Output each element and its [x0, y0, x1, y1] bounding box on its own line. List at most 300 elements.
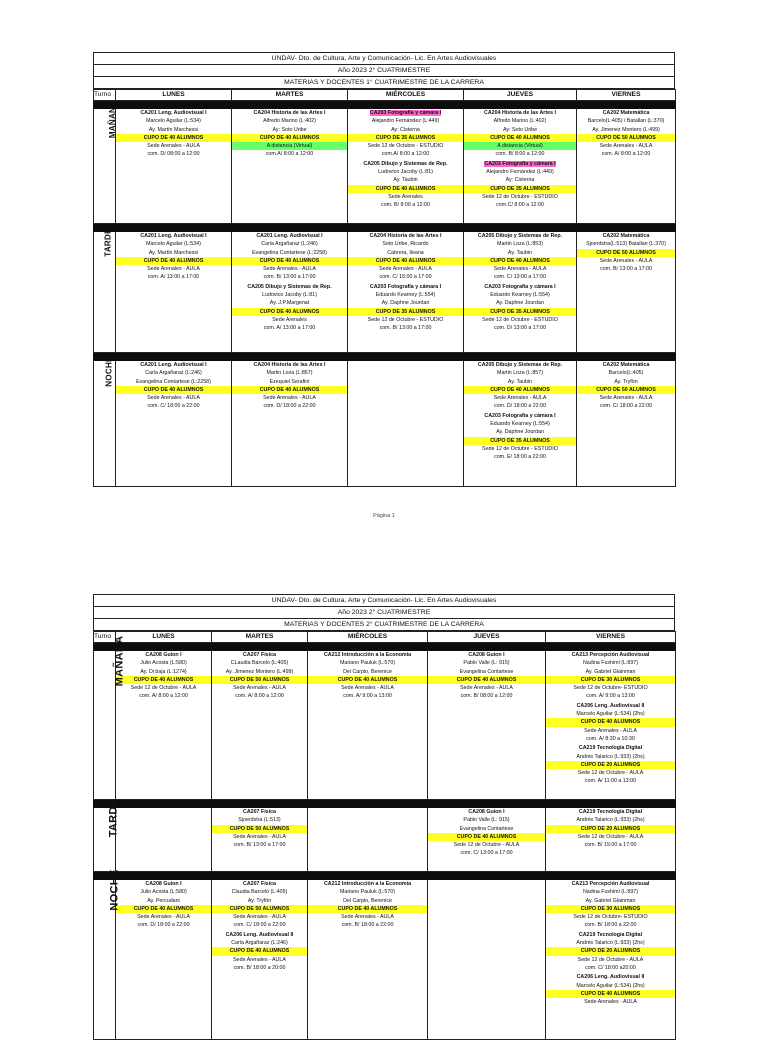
- course-title: CA207 Física: [243, 809, 276, 815]
- schedule-cell: [428, 880, 546, 1040]
- course-block: [464, 283, 576, 333]
- course-detail: Marcelo Aguilar (L:534) (2hs): [576, 982, 645, 989]
- course-location: Sede 12 de Octubre - AULA: [577, 956, 644, 963]
- shift-label-cell: [94, 798, 120, 872]
- commission-time: com. A/ 13:00 a 17:00: [263, 325, 316, 332]
- course-detail: Carla Argañaraz (L:246): [261, 241, 318, 248]
- course-block: [428, 651, 545, 701]
- capacity-badge: CUPO DE 40 ALUMNOS: [232, 134, 347, 142]
- capacity-badge: CUPO DE 40 ALUMNOS: [546, 718, 675, 726]
- course-detail: Ay: Soto Uribe: [502, 126, 538, 133]
- course-detail: Ay. Jimenez Montero (L:499): [225, 668, 294, 675]
- course-location: Sede Arenales - AULA: [233, 914, 286, 921]
- capacity-badge: CUPO DE 50 ALUMNOS: [212, 676, 307, 684]
- capacity-badge: CUPO DE 20 ALUMNOS: [546, 761, 675, 769]
- capacity-badge: CUPO DE 50 ALUMNOS: [212, 825, 307, 833]
- course-location: Sede Arenales - AULA: [599, 257, 653, 264]
- capacity-badge: CUPO DE 40 ALUMNOS: [116, 905, 211, 913]
- course-block: [348, 160, 463, 210]
- course-title: CA203 Fotografía y cámara I: [484, 283, 556, 290]
- capacity-badge: CUPO DE 20 ALUMNOS: [546, 825, 675, 833]
- shift-row: [94, 808, 676, 872]
- course-block: [308, 651, 427, 701]
- course-location: Sede Arenales - AULA: [233, 833, 286, 840]
- course-block: [116, 880, 211, 930]
- commission-time: com.A/ 8:00 a 12:00: [265, 151, 314, 158]
- sheet-header-line: Año 2023 2° CUATRIMESTRE: [93, 64, 675, 76]
- course-detail: Ludovico Jacoby (L:81): [262, 292, 317, 299]
- sheet-header-line: UNDAV- Dto. de Cultura, Arte y Comunicación- Lic. En Artes Audiovisuales: [93, 52, 675, 64]
- course-block: [212, 931, 307, 972]
- course-location: Sede 12 de Octubre - AULA: [130, 685, 197, 692]
- day-header: JUEVES: [428, 632, 546, 643]
- schedule-cell: [308, 880, 428, 1040]
- course-block: [577, 361, 675, 411]
- course-detail: Andrés Talarico (L:933) (2hs): [576, 753, 645, 760]
- course-block: [577, 232, 675, 273]
- course-location: Sede Arenales - AULA: [584, 727, 637, 734]
- schedule-cell: [546, 808, 676, 872]
- course-block: [464, 109, 576, 159]
- row-separator: [94, 643, 676, 651]
- course-title: CA206 Leng. Audiovisual II: [225, 931, 294, 938]
- course-detail: Evangelina Contartese: [459, 825, 514, 832]
- capacity-badge: CUPO DE 35 ALUMNOS: [464, 437, 576, 445]
- course-detail: Ay. Tryfön: [614, 378, 638, 385]
- course-title: CA207 Física: [243, 881, 276, 887]
- course-title: CA205 Dibujo y Sistemas de Rep.: [477, 362, 563, 368]
- course-location: Sede Arenales - AULA: [493, 395, 547, 402]
- page-number: Página 1: [373, 513, 395, 519]
- course-detail: Ay. Taubin: [507, 378, 533, 385]
- highlighted-course-title: CA203 Fotografía y cámara I: [369, 110, 442, 116]
- schedule-cell: [464, 232, 577, 353]
- course-block: [546, 973, 675, 1006]
- course-detail: Eduardo Kearney (L:554): [490, 292, 550, 299]
- course-detail: Andrés Talarico (L:933) (2hs): [576, 940, 645, 947]
- course-detail: Ay. Gabriel Glainman: [585, 668, 636, 675]
- course-title: CA208 Guion I: [145, 881, 182, 887]
- schedule-cell: [428, 808, 546, 872]
- course-title: CA212 Introducción a la Economía: [323, 881, 412, 887]
- course-title: CA208 Guion I: [468, 809, 505, 815]
- shift-label-cell: [94, 869, 121, 1040]
- capacity-badge: CUPO DE 50 ALUMNOS: [212, 905, 307, 913]
- schedule-cell: [116, 361, 232, 487]
- course-detail: Sjoerdstra (L:513): [238, 817, 281, 824]
- course-block: [348, 109, 463, 159]
- course-title: CA201 Leng. Audiovisual I: [256, 233, 323, 239]
- commission-time: com. C/ 15:00 a 17:00: [379, 274, 432, 281]
- course-title: CA213 Percepción Audiovisual: [571, 652, 650, 658]
- course-detail: CLaudia Barcelo (L:405): [230, 660, 289, 667]
- course-block: [308, 880, 427, 930]
- course-location: Sede Arenales - AULA: [147, 266, 200, 273]
- course-detail: Ay. Gabriel Glainman: [585, 897, 636, 904]
- course-detail: Ay. Martín Marchessi: [148, 126, 199, 133]
- shift-label: MAÑANA: [108, 100, 118, 139]
- capacity-badge: CUPO DE 40 ALUMNOS: [464, 134, 576, 142]
- course-title: CA202 Matemática: [602, 362, 650, 368]
- course-detail: Eduardo Kearney (L:554): [490, 421, 550, 428]
- commission-time: com. B/ 13:00 a 17:00: [233, 842, 286, 849]
- course-title: CA204 Historia de las Artes I: [369, 233, 442, 239]
- schedule-sheet-1: [93, 52, 675, 487]
- capacity-badge: CUPO DE 50 ALUMNOS: [577, 249, 675, 257]
- course-location: Sede 12 de Octubre - AULA: [453, 842, 520, 849]
- commission-time: com. D/ 18:00 a 22:00: [493, 403, 547, 410]
- course-location: Sede 12 de Octubre- ESTUDIO: [573, 914, 648, 921]
- day-header: LUNES: [116, 632, 212, 643]
- course-detail: Ludovico Jacoby (L:81): [378, 169, 433, 176]
- course-title: CA206 Leng. Audiovisual II: [576, 974, 645, 981]
- commission-time: com. B/ 8:00 a 12:00: [381, 202, 430, 209]
- course-block: [546, 702, 675, 743]
- course-detail: Martin Loza (L:853): [497, 241, 543, 248]
- commission-time: com. B/ 13:00 a 17:00: [600, 266, 652, 273]
- schedule-cell: [232, 232, 348, 353]
- commission-time: com. D/ 18:00 a 22:00: [263, 403, 316, 410]
- course-block: [232, 232, 347, 282]
- schedule-cell: [116, 651, 212, 800]
- schedule-sheet-2: [93, 594, 675, 1040]
- commission-time: com. C/ 18:00 a20:00: [585, 964, 636, 971]
- course-detail: Cabrera, Ileana: [387, 249, 424, 256]
- day-header: VIERNES: [546, 632, 676, 643]
- turno-header: Turno: [94, 90, 116, 101]
- course-detail: Eduardo Kearney (L:554): [375, 292, 436, 299]
- day-header: MIÉRCOLES: [308, 632, 428, 643]
- course-block: [232, 361, 347, 411]
- sheet-header-line: MATERIAS Y DOCENTES 1° CUATRIMESTRE DE LA CARRERA: [93, 76, 675, 89]
- course-title: CA205 Dibujo y Sistemas de Rep.: [363, 160, 448, 167]
- day-header: MIÉRCOLES: [348, 90, 464, 101]
- shift-row: [94, 232, 676, 353]
- course-title: CA204 Historia de las Artes I: [484, 110, 556, 116]
- course-location: Sede Arenales - AULA: [263, 395, 316, 402]
- course-detail: Evangelina Contartese (L:2258): [136, 378, 211, 385]
- course-detail: Julio Acosta (L:580): [140, 889, 187, 896]
- commission-time: com. A/ 11:00 a 13:00: [584, 778, 637, 785]
- capacity-badge: CUPO DE 40 ALUMNOS: [348, 257, 463, 265]
- commission-time: com. B/ 13:00 a 17:00: [263, 274, 316, 281]
- commission-time: com.A/ 8:00 a 12:00: [381, 151, 430, 158]
- course-location: Sede 12 de Octubre - AULA: [577, 833, 644, 840]
- capacity-badge: CUPO DE 40 ALUMNOS: [428, 833, 545, 841]
- course-detail: Ay: Cisterna: [505, 177, 535, 184]
- commission-time: com. C/ 13:00 a 17:00: [493, 274, 547, 281]
- capacity-badge: CUPO DE 50 ALUMNOS: [577, 134, 675, 142]
- course-block: [577, 109, 675, 159]
- modality-badge: A distancia (Virtual): [464, 142, 576, 150]
- capacity-badge: CUPO DE 40 ALUMNOS: [428, 676, 545, 684]
- course-title: CA219 Tecnología Digital: [578, 745, 643, 752]
- day-header: JUEVES: [464, 90, 577, 101]
- schedule-cell: [348, 232, 464, 353]
- course-detail: Pablo Valle (L: 915): [463, 817, 510, 824]
- shift-row: [94, 651, 676, 800]
- course-location: Sede Arenales - AULA: [147, 143, 200, 150]
- commission-time: com. B/ 8:00 a 12:00: [495, 151, 545, 158]
- course-block: [348, 232, 463, 282]
- course-detail: Marcelo Aguilar (L:534) (2hs): [576, 711, 645, 718]
- course-title: [348, 109, 463, 117]
- schedule-table: [93, 89, 676, 487]
- course-detail: Alejandro Fernández (L:449): [371, 118, 440, 125]
- course-title: CA219 Tecnología Digital: [578, 809, 643, 815]
- capacity-badge: CUPO DE 35 ALUMNOS: [348, 308, 463, 316]
- course-block: [546, 651, 675, 701]
- schedule-cell: [116, 232, 232, 353]
- commission-time: com. B/ 18:00 a 22:00: [341, 922, 394, 929]
- capacity-badge: CUPO DE 40 ALUMNOS: [464, 257, 576, 265]
- schedule-cell: [116, 109, 232, 224]
- course-detail: Carla Argañaraz (L:246): [145, 370, 202, 377]
- course-detail: Soto Uribe, Ricardo: [382, 241, 429, 248]
- schedule-cell: [212, 880, 308, 1040]
- commission-time: com.C/ 8:00 a 12:00: [496, 202, 544, 209]
- course-location: Sede Arenales - AULA: [599, 395, 653, 402]
- capacity-badge: CUPO DE 30 ALUMNOS: [546, 676, 675, 684]
- sheet-header-line: Año 2023 2° CUATRIMESTRE: [93, 606, 675, 618]
- course-detail: Barcelo(L:405): [608, 370, 644, 377]
- commission-time: com. E/ 18:00 a 22:00: [494, 454, 546, 461]
- course-block: [232, 283, 347, 333]
- course-title: CA202 Matemática: [602, 233, 650, 239]
- course-detail: Pablo Valle (L: 915): [463, 660, 510, 667]
- schedule-cell: [308, 808, 428, 872]
- course-block: [464, 361, 576, 411]
- course-detail: Ay. Daphne Jourdan: [496, 429, 544, 436]
- course-title: CA205 Dibujo y Sistemas de Rep.: [477, 233, 563, 239]
- course-detail: Mariano Pauluk (L:570): [339, 660, 396, 667]
- day-header: MARTES: [232, 90, 348, 101]
- turno-header: Turno: [94, 632, 116, 643]
- shift-label-cell: [94, 228, 116, 353]
- commission-time: com. C/ 18:00 a 22:00: [233, 922, 286, 929]
- course-detail: Sjoerdstra(L:513) Batallan (L:370): [586, 241, 666, 248]
- course-detail: Andrés Talarico (L:933) (2hs): [576, 817, 645, 824]
- schedule-table: [93, 631, 676, 1040]
- course-title: CA203 Fotografía y cámara I: [484, 412, 556, 419]
- course-detail: Del Carpio, Berenice: [343, 897, 392, 904]
- course-title: CA205 Dibujo y Sistemas de Rep.: [247, 283, 332, 290]
- capacity-badge: CUPO DE 35 ALUMNOS: [464, 185, 576, 193]
- course-block: [232, 109, 347, 159]
- schedule-cell: [212, 808, 308, 872]
- course-location: Sede 12 de Octubre- ESTUDIO: [573, 685, 648, 692]
- capacity-badge: CUPO DE 40 ALUMNOS: [212, 947, 307, 955]
- course-detail: Martin Loza (L:857): [497, 370, 543, 377]
- commission-time: com. A/ 8:00 a 12:00: [235, 693, 284, 700]
- course-title: CA219 Tecnología Digital: [578, 931, 643, 938]
- sheet-header-line: MATERIAS Y DOCENTES 2° CUATRIMESTRE DE LA CARRERA: [93, 618, 675, 631]
- course-detail: Ay. Jimenez Montero (L:499): [592, 126, 660, 133]
- course-detail: Carla Argañaraz (L:246): [231, 940, 288, 947]
- course-location: Sede Arenales - AULA: [233, 956, 286, 963]
- day-header: MARTES: [212, 632, 308, 643]
- course-location: Sede Arenales - AULA: [137, 914, 190, 921]
- shift-row: [94, 880, 676, 1040]
- course-detail: Ay. Taubin: [507, 249, 533, 256]
- course-detail: Claudia Barcelo (L:405): [231, 889, 288, 896]
- schedule-cell: [428, 651, 546, 800]
- course-location: Sede Arenales - AULA: [599, 143, 653, 150]
- course-location: Sede Arenales: [388, 193, 423, 200]
- capacity-badge: CUPO DE 20 ALUMNOS: [546, 947, 675, 955]
- course-block: [546, 744, 675, 785]
- sheet-header-line: UNDAV- Dto. de Cultura, Arte y Comunicación- Lic. En Artes Audiovisuales: [93, 594, 675, 606]
- schedule-cell: [116, 808, 212, 872]
- course-detail: Barcelo(L:405) / Batallan (L:370): [587, 118, 665, 125]
- row-separator: [94, 872, 676, 880]
- capacity-badge: CUPO DE 40 ALUMNOS: [464, 386, 576, 394]
- course-detail: Del Carpio, Berenice: [343, 668, 392, 675]
- course-title: CA202 Matemática: [602, 110, 650, 116]
- schedule-cell: [232, 361, 348, 487]
- course-detail: Julio Acosta (L:580): [140, 660, 187, 667]
- course-block: [464, 160, 576, 210]
- course-detail: Ay. Martín Marchessi: [148, 249, 199, 256]
- course-block: [116, 232, 231, 282]
- course-block: [464, 232, 576, 282]
- capacity-badge: CUPO DE 40 ALUMNOS: [546, 990, 675, 998]
- commission-time: com. A/ 9:00 a 13:00: [343, 693, 392, 700]
- course-detail: Nadina Fushimi (L:897): [582, 889, 639, 896]
- commission-time: com. B/ 15:00 a 17:00: [584, 842, 637, 849]
- capacity-badge: CUPO DE 40 ALUMNOS: [308, 676, 427, 684]
- capacity-badge: CUPO DE 30 ALUMNOS: [546, 905, 675, 913]
- course-block: [212, 880, 307, 930]
- course-detail: Marcelo Aguilar (L:534): [146, 118, 201, 125]
- course-location: Sede 12 de Octubre - ESTUDIO: [482, 316, 558, 323]
- capacity-badge: CUPO DE 50 ALUMNOS: [577, 386, 675, 394]
- course-location: Sede Arenales: [272, 316, 307, 323]
- schedule-cell: [348, 361, 464, 487]
- course-block: [428, 808, 545, 858]
- shift-label: NOCHE: [104, 356, 114, 387]
- schedule-cell: [116, 880, 212, 1040]
- row-separator: [94, 224, 676, 232]
- schedule-cell: [212, 651, 308, 800]
- course-location: Sede 12 de Octubre - AULA: [577, 770, 644, 777]
- course-location: Sede Arenales - AULA: [584, 999, 637, 1006]
- course-title: CA204 Historia de las Artes I: [253, 110, 326, 116]
- commission-time: com. B/ 18:00 a 20:00: [233, 964, 286, 971]
- course-block: [116, 651, 211, 701]
- course-detail: Ay. Percudani: [147, 897, 180, 904]
- capacity-badge: CUPO DE 40 ALUMNOS: [116, 257, 231, 265]
- course-detail: Marcelo Aguilar (L:534): [146, 241, 201, 248]
- course-detail: Martin Loza (L:857): [266, 370, 313, 377]
- course-block: [116, 361, 231, 411]
- course-detail: Ay. Daphne Jourdan: [381, 300, 430, 307]
- commission-time: com. A/ 8:30 a 10:30: [586, 735, 635, 742]
- course-location: Sede 12 de Octubre - ESTUDIO: [367, 143, 444, 150]
- shift-row: [94, 361, 676, 487]
- row-separator: [94, 800, 676, 808]
- commission-time: com. B/ 13:00 a 17:00: [379, 325, 432, 332]
- course-title: CA204 Historia de las Artes I: [253, 362, 326, 368]
- shift-label-cell: [94, 356, 116, 487]
- course-detail: Ay. Daphne Jourdan: [496, 300, 544, 307]
- commission-time: com. D/ 18:00 a 22:00: [137, 922, 190, 929]
- course-block: [212, 651, 307, 701]
- course-title: CA207 Física: [243, 652, 276, 658]
- course-title: CA206 Leng. Audiovisual II: [576, 702, 645, 709]
- shift-label: TARDE: [107, 798, 120, 838]
- row-separator: [94, 353, 676, 361]
- capacity-badge: CUPO DE 40 ALUMNOS: [116, 134, 231, 142]
- course-block: [546, 808, 675, 849]
- course-detail: Alfredo Marino (L:402): [493, 118, 547, 125]
- capacity-badge: CUPO DE 40 ALUMNOS: [308, 905, 427, 913]
- shift-label: NOCHE: [108, 869, 121, 911]
- course-location: Sede 12 de Octubre - ESTUDIO: [482, 445, 558, 452]
- course-title: CA203 Fotografía y cámara I: [369, 283, 442, 290]
- course-title: CA208 Guion I: [468, 652, 505, 658]
- commission-time: com. C/ 13:00 a 17:00: [460, 850, 513, 857]
- schedule-cell: [577, 109, 676, 224]
- course-block: [546, 931, 675, 972]
- schedule-cell: [546, 880, 676, 1040]
- course-detail: Ay. Di baja (L:1274): [140, 668, 187, 675]
- course-block: [546, 880, 675, 930]
- schedule-cell: [308, 651, 428, 800]
- schedule-cell: [464, 361, 577, 487]
- capacity-badge: CUPO DE 40 ALUMNOS: [348, 185, 463, 193]
- schedule-cell: [546, 651, 676, 800]
- course-detail: Alfredo Marino (L:402): [263, 118, 316, 125]
- course-location: Sede Arenales - AULA: [233, 685, 286, 692]
- course-location: Sede Arenales - AULA: [263, 266, 316, 273]
- course-location: Sede Arenales - AULA: [379, 266, 432, 273]
- commission-time: com. A/ 9:00 a 13:00: [586, 693, 635, 700]
- schedule-cell: [464, 109, 577, 224]
- schedule-cell: [348, 109, 464, 224]
- course-title: CA201 Leng. Audiovisual I: [140, 362, 207, 368]
- commission-time: com. A/ 8:00 a 12:00: [601, 151, 651, 158]
- course-location: Sede Arenales - AULA: [460, 685, 513, 692]
- course-detail: Ay: Cisterna: [391, 126, 420, 133]
- course-location: Sede Arenales - AULA: [341, 914, 394, 921]
- course-detail: Nadina Fushimi (L:897): [582, 660, 639, 667]
- capacity-badge: CUPO DE 40 ALUMNOS: [116, 676, 211, 684]
- course-detail: Mariano Pauluk (L:570): [339, 889, 396, 896]
- course-title: CA208 Guion I: [145, 652, 182, 658]
- course-detail: Evangelina Contartese: [459, 668, 514, 675]
- commission-time: com. B/ 08:00 a 12:00: [460, 693, 513, 700]
- shift-row: [94, 109, 676, 224]
- course-title: CA212 Introducción a la Economía: [323, 652, 412, 658]
- course-detail: Evangelina Contartese (L:2258): [252, 249, 327, 256]
- course-title: CA201 Leng. Audiovisual I: [140, 233, 207, 239]
- course-location: Sede Arenales - AULA: [341, 685, 394, 692]
- capacity-badge: CUPO DE 35 ALUMNOS: [464, 308, 576, 316]
- shift-label: MAÑANA: [113, 635, 126, 687]
- commission-time: com. C/ 18:00 a 22:00: [599, 403, 653, 410]
- course-block: [464, 412, 576, 462]
- course-detail: Ay. Tryfön: [247, 897, 272, 904]
- capacity-badge: CUPO DE 35 ALUMNOS: [348, 134, 463, 142]
- capacity-badge: CUPO DE 40 ALUMNOS: [232, 257, 347, 265]
- course-title: CA213 Percepción Audiovisual: [571, 881, 650, 887]
- course-title: [464, 160, 576, 168]
- course-block: [212, 808, 307, 849]
- capacity-badge: CUPO DE 40 ALUMNOS: [232, 308, 347, 316]
- day-header: VIERNES: [577, 90, 676, 101]
- commission-time: com. A/ 8:00 a 12:00: [139, 693, 188, 700]
